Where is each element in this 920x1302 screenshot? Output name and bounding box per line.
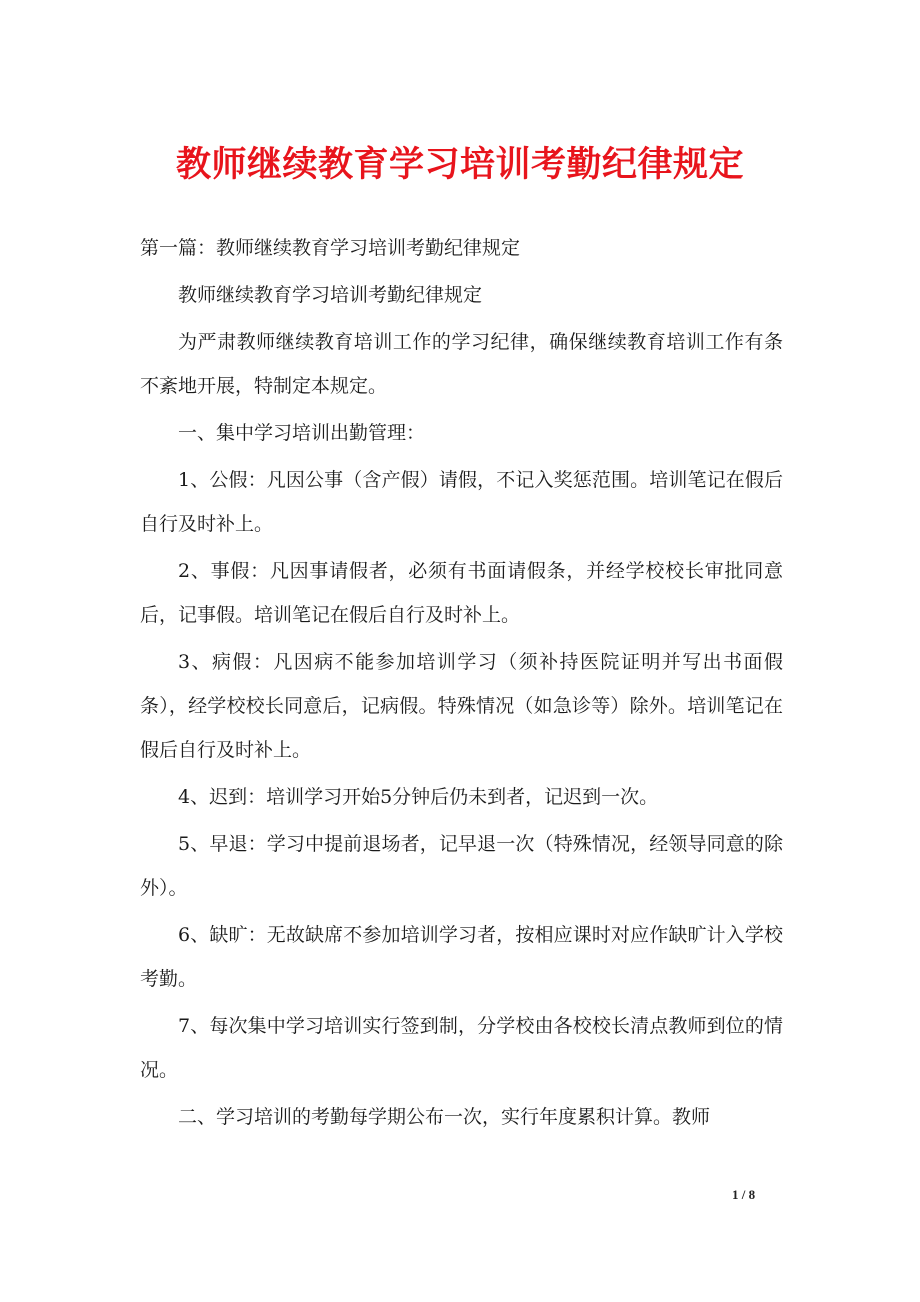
paragraph-intro: 为严肃教师继续教育培训工作的学习纪律，确保继续教育培训工作有条不紊地开展，特制定本规定。 xyxy=(140,331,783,397)
page-number: 1 / 8 xyxy=(732,1187,756,1202)
paragraph-section-two: 二、学习培训的考勤每学期公布一次，实行年度累积计算。教师 xyxy=(178,1106,711,1128)
paragraph-sign-in: 7、每次集中学习培训实行签到制，分学校由各校校长清点教师到位的情况。 xyxy=(140,1015,783,1081)
paragraph-late: 4、迟到：培训学习开始5分钟后仍未到者，记迟到一次。 xyxy=(178,786,659,808)
paragraph-subtitle: 教师继续教育学习培训考勤纪律规定 xyxy=(178,284,483,306)
paragraph-section-one-heading: 一、集中学习培训出勤管理： xyxy=(178,422,426,444)
paragraph-chapter-heading: 第一篇：教师继续教育学习培训考勤纪律规定 xyxy=(140,237,521,259)
paragraph-early-leave: 5、早退：学习中提前退场者，记早退一次（特殊情况，经领导同意的除外）。 xyxy=(140,833,783,899)
paragraph-absence: 6、缺旷：无故缺席不参加培训学习者，按相应课时对应作缺旷计入学校考勤。 xyxy=(140,924,783,990)
paragraph-public-leave: 1、公假：凡因公事（含产假）请假，不记入奖惩范围。培训笔记在假后自行及时补上。 xyxy=(140,469,783,535)
document-body xyxy=(140,226,783,1142)
document-title: 教师继续教育学习培训考勤纪律规定 xyxy=(175,145,744,185)
paragraph-sick-leave: 3、病假：凡因病不能参加培训学习（须补持医院证明并写出书面假条），经学校校长同意后，记病假。特殊情况（如急诊等）除外。培训笔记在假后自行及时补上。 xyxy=(140,651,783,761)
paragraph-personal-leave: 2、事假：凡因事请假者，必须有书面请假条，并经学校校长审批同意后，记事假。培训笔记在假后自行及时补上。 xyxy=(140,560,783,626)
